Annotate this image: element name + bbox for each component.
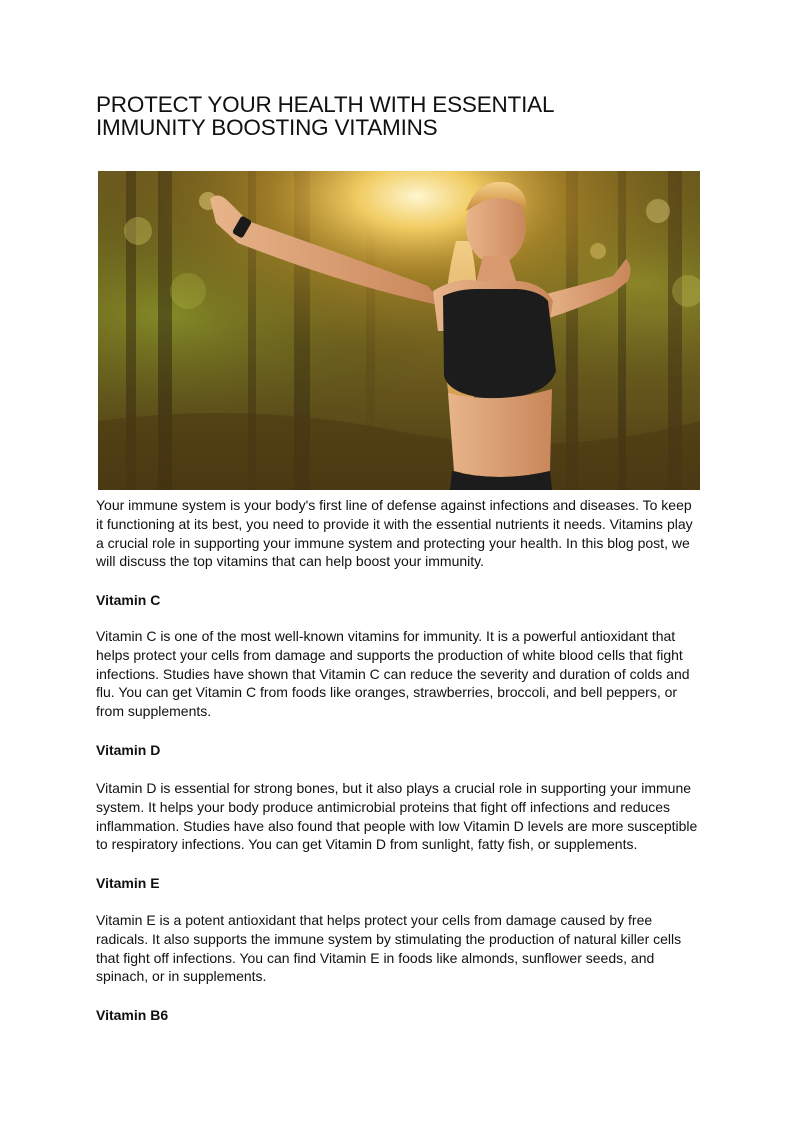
section-body-vitamin-e: Vitamin E is a potent antioxidant that helps protect your cells from damage caused by free radicals. It also supports the immune system by stimulating the production of natural killer cells that fight off infections. You can find Vitamin E in foods like almonds, sunflower seeds, and spinach, or in supplements. — [96, 912, 682, 985]
section-heading-vitamin-e: Vitamin E — [96, 875, 160, 891]
article-title-line-2: IMMUNITY BOOSTING VITAMINS — [96, 115, 438, 140]
article-title-line-1: PROTECT YOUR HEALTH WITH ESSENTIAL — [96, 92, 555, 117]
section-body-vitamin-d: Vitamin D is essential for strong bones, but it also plays a crucial role in supporting your immune system. It helps your body produce antimicrobial proteins that fight off infections and reduces inflammation. Studies have also found that people with low Vitamin D levels are more susceptible to respiratory infections. You can get Vitamin D from sunlight, fatty fish, or supplements. — [96, 780, 698, 853]
section-heading-vitamin-b6: Vitamin B6 — [96, 1007, 169, 1023]
section-heading-vitamin-c: Vitamin C — [96, 592, 161, 608]
hero-image — [98, 171, 700, 490]
section-body-vitamin-c: Vitamin C is one of the most well-known vitamins for immunity. It is a powerful antioxidant that helps protect your cells from damage and supports the production of white blood cells that fight infections. Studies have shown that Vitamin C can reduce the severity and duration of colds and flu. You can get Vitamin C from foods like oranges, strawberries, broccoli, and bell peppers, or from supplements. — [96, 628, 690, 720]
section-heading-vitamin-d: Vitamin D — [96, 742, 161, 758]
article-title — [96, 93, 700, 139]
intro-paragraph: Your immune system is your body's first line of defense against infections and diseases. To keep it functioning at its best, you need to provide it with the essential nutrients it needs. Vitamins play a crucial role in supporting your immune system and protecting your health. In this blog post, we will discuss the top vitamins that can help boost your immunity. — [96, 497, 693, 570]
